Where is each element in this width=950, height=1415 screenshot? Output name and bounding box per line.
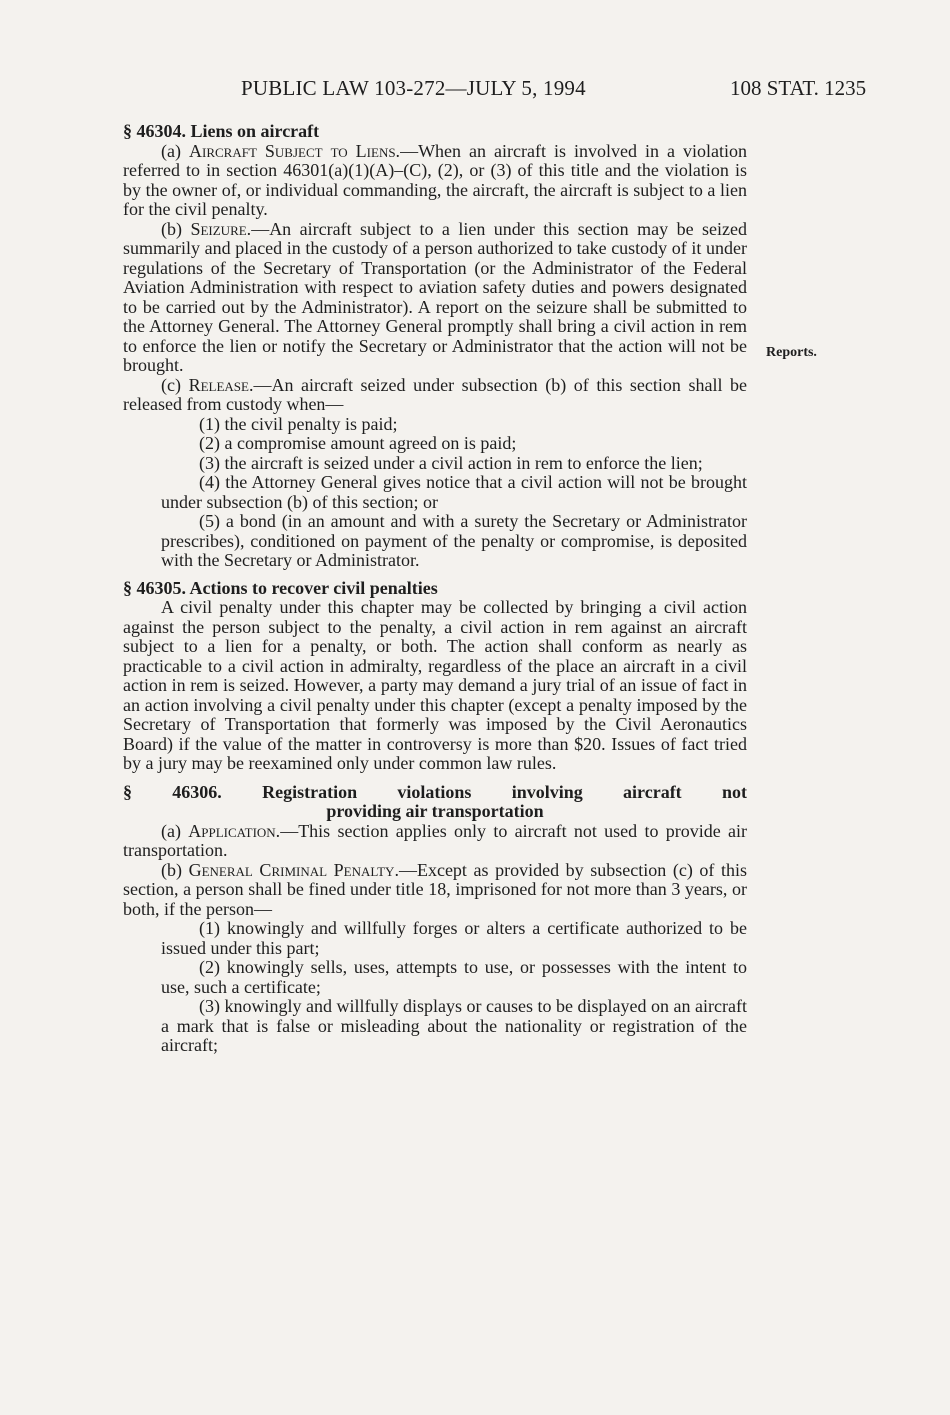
section-46304-b: (b) Seizure.—An aircraft subject to a lien under this section may be seized summarily and placed in the custody of a person authorized to take custody of it under regulations of the Secretary of Transportation (or the Administrator of the Federal Aviation Administration with respect to aviation safety duties and powers designated to be carried out by the Administrator). A report on the seizure shall be submitted to the Attorney General. The Attorney General promptly shall bring a civil action in rem to enforce the lien or notify the Secretary or Administrator that the action will not be brought. [123,218,747,375]
release-item-2: (2) a compromise amount agreed on is paid; [199,433,517,453]
section-46304-c: (c) Release.—An aircraft seized under subsection (b) of this section shall be released from custody when— [123,374,748,414]
penalty-item-1: (1) knowingly and willfully forges or alters a certificate authorized to be issued under this part; [161,918,747,958]
release-item-1: (1) the civil penalty is paid; [199,413,398,434]
caption-application: Application. [188,820,281,841]
release-item-3: (3) the aircraft is seized under a civil action in rem to enforce the lien; [199,452,703,473]
page-header-title: PUBLIC LAW 103-272—JULY 5, 1994 [241,76,586,100]
penalty-item-3: (3) knowingly and willfully displays or causes to be displayed on an aircraft a mark that is false or misleading about the nationality or registration of the aircraft; [161,996,747,1055]
section-46306-heading-cont: providing air transportation [326,801,544,821]
section-46306-a: (a) Application.—This section applies only to aircraft not used to provide air transportation. [123,820,748,860]
section-46306-b: (b) General Criminal Penalty.—Except as provided by subsection (c) of this section, a person shall be fined under title 18, imprisoned for not more than 3 years, or both, if the person— [123,859,747,919]
section-46306-heading: § 46306. Registration violations involving aircraft not [123,781,747,802]
section-46304-heading: § 46304. Liens on aircraft [123,121,320,141]
section-46305-text: A civil penalty under this chapter may be collected by bringing a civil action against the person subject to the penalty, a civil action in rem against an aircraft subject to a lien for a penalty, or both. The action shall conform as nearly as practicable to a civil action in admiralty, regardless of the place an aircraft in a civil action in rem is seized. However, a party may demand a jury trial of an issue of fact in an action involving a civil penalty under this chapter (except a penalty imposed by the Secretary of Transportation that formerly was imposed by the Civil Aeronautics Board) if the value of the matter in controversy is more than $20. Issues of fact tried by a jury may be reexamined only under common law rules. [123,597,747,773]
penalty-item-2: (2) knowingly sells, uses, attempts to use, or possesses with the intent to use, such a certificate; [161,957,747,997]
release-item-5: (5) a bond (in an amount and with a surety the Secretary or Administrator prescribes), conditioned on payment of the penalty or compromise, is deposited with the Secretary or Administrator. [161,511,747,570]
text-column [123,122,747,1056]
caption-release: Release. [188,374,254,395]
caption-seizure: Seizure. [190,218,252,239]
caption-aircraft-subject-to-liens: Aircraft Subject to Liens. [188,140,401,161]
section-46304-a: (a) Aircraft Subject to Liens.—When an aircraft is involved in a violation referred to in section 46301(a)(1)(A)–(C), (2), or (3) of this title and the violation is by the owner of, or individual commanding, the aircraft, the aircraft is subject to a lien for the civil penalty. [123,140,747,219]
caption-general-criminal-penalty: General Criminal Penalty. [188,859,399,880]
page-header-stat: 108 STAT. 1235 [730,76,867,100]
release-item-4: (4) the Attorney General gives notice that a civil action will not be brought under subsection (b) of this section; or [161,472,747,512]
section-46305-heading: § 46305. Actions to recover civil penalties [123,577,438,598]
margin-note-reports: Reports. [766,345,817,360]
